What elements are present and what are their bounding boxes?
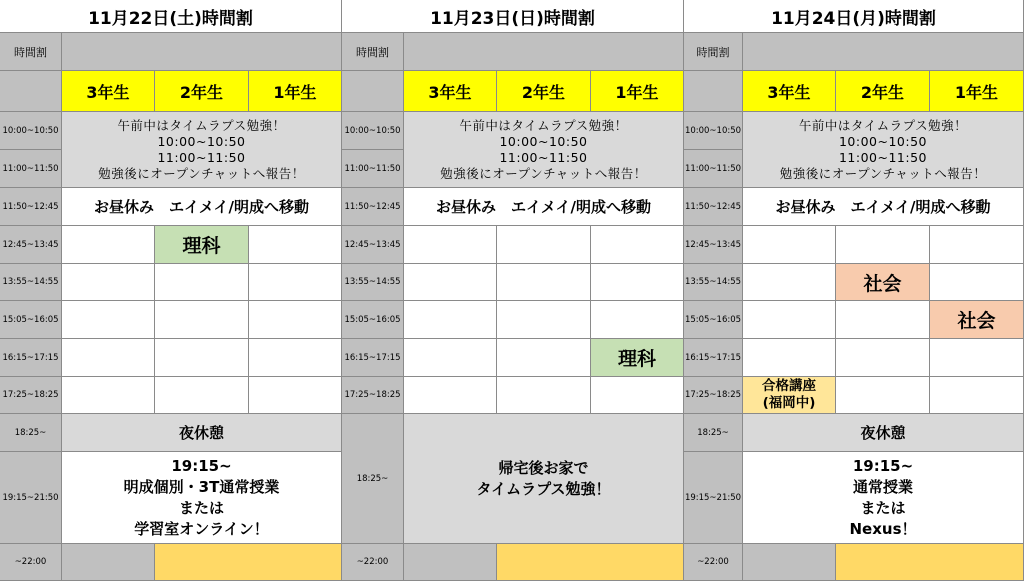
empty-slot [743, 226, 836, 264]
time-slot: ~22:00 [684, 544, 743, 581]
empty-slot [62, 377, 155, 414]
empty-slot [836, 301, 930, 339]
lunch-notice: お昼休み エイメイ/明成へ移動 [743, 188, 1024, 226]
time-slot: ~22:00 [0, 544, 62, 581]
time-slot: 15:05~16:05 [684, 301, 743, 339]
empty-slot [249, 377, 342, 414]
empty-slot [743, 264, 836, 301]
empty-slot [930, 226, 1024, 264]
grade-2: 2年生 [836, 71, 930, 112]
footer-highlight [836, 544, 1024, 581]
class-special-course: 合格講座 (福岡中) [743, 377, 836, 414]
day-schedule-1 [0, 0, 342, 581]
grade-3: 3年生 [743, 71, 836, 112]
day-schedule-3 [684, 0, 1024, 581]
empty-slot [743, 339, 836, 377]
empty-slot [836, 226, 930, 264]
time-slot: 11:50~12:45 [0, 188, 62, 226]
empty-slot [155, 301, 249, 339]
day-title: 11月24日(月)時間割 [684, 0, 1024, 33]
grade-2: 2年生 [497, 71, 591, 112]
time-slot: 11:50~12:45 [684, 188, 743, 226]
grade-1: 1年生 [930, 71, 1024, 112]
grade-3: 3年生 [404, 71, 497, 112]
time-slot: 11:00~11:50 [684, 150, 743, 188]
time-slot: 11:00~11:50 [0, 150, 62, 188]
evening-break: 夜休憩 [743, 414, 1024, 452]
evening-home-study [404, 414, 684, 544]
empty-slot [249, 339, 342, 377]
time-slot: 16:15~17:15 [342, 339, 404, 377]
time-header: 時間割 [0, 33, 62, 71]
empty-slot [62, 226, 155, 264]
time-blank [342, 71, 404, 112]
empty-slot [497, 377, 591, 414]
empty-slot [930, 339, 1024, 377]
grade-1: 1年生 [591, 71, 684, 112]
empty-slot [62, 301, 155, 339]
time-slot: 15:05~16:05 [0, 301, 62, 339]
empty-slot [155, 339, 249, 377]
empty-slot [404, 301, 497, 339]
evening-break: 夜休憩 [62, 414, 342, 452]
time-slot: 18:25~ [0, 414, 62, 452]
lunch-notice: お昼休み エイメイ/明成へ移動 [62, 188, 342, 226]
morning-notice: 午前中はタイムラプス勉強！ 10:00~10:50 11:00~11:50 勉強後にオープンチャットへ報告！ [404, 112, 684, 188]
class-social: 社会 [930, 301, 1024, 339]
empty-slot [249, 301, 342, 339]
footer-blank [62, 544, 155, 581]
empty-slot [591, 301, 684, 339]
time-slot: 19:15~21:50 [684, 452, 743, 544]
empty-slot [497, 301, 591, 339]
evening-home-study-text: 帰宅後お家で タイムラプス勉強！ [476, 458, 611, 498]
empty-slot [591, 264, 684, 301]
time-slot: 13:55~14:55 [684, 264, 743, 301]
class-social: 社会 [836, 264, 930, 301]
day-title: 11月23日(日)時間割 [342, 0, 684, 33]
evening-class: 19:15~ 明成個別・3T通常授業 または 学習室オンライン！ [62, 452, 342, 544]
time-slot: 12:45~13:45 [684, 226, 743, 264]
empty-slot [155, 264, 249, 301]
empty-slot [404, 226, 497, 264]
footer-highlight [155, 544, 342, 581]
day-schedule-2 [342, 0, 684, 581]
empty-slot [836, 339, 930, 377]
header-blank [743, 33, 1024, 71]
class-science: 理科 [591, 339, 684, 377]
time-slot: 10:00~10:50 [342, 112, 404, 150]
time-slot: ~22:00 [342, 544, 404, 581]
empty-slot [249, 264, 342, 301]
class-science: 理科 [155, 226, 249, 264]
empty-slot [591, 377, 684, 414]
grade-2: 2年生 [155, 71, 249, 112]
time-slot: 11:00~11:50 [342, 150, 404, 188]
empty-slot [404, 377, 497, 414]
empty-slot [62, 339, 155, 377]
lunch-notice: お昼休み エイメイ/明成へ移動 [404, 188, 684, 226]
time-slot: 17:25~18:25 [0, 377, 62, 414]
empty-slot [404, 339, 497, 377]
time-slot: 16:15~17:15 [684, 339, 743, 377]
time-header: 時間割 [342, 33, 404, 71]
empty-slot [930, 377, 1024, 414]
empty-slot [930, 264, 1024, 301]
time-slot: 18:25~ [684, 414, 743, 452]
empty-slot [836, 377, 930, 414]
footer-blank [404, 544, 497, 581]
time-slot: 16:15~17:15 [0, 339, 62, 377]
morning-notice: 午前中はタイムラプス勉強！ 10:00~10:50 11:00~11:50 勉強後にオープンチャットへ報告！ [743, 112, 1024, 188]
empty-slot [591, 226, 684, 264]
empty-slot [249, 226, 342, 264]
header-blank [62, 33, 342, 71]
empty-slot [497, 339, 591, 377]
time-blank [0, 71, 62, 112]
empty-slot [155, 377, 249, 414]
time-slot: 12:45~13:45 [0, 226, 62, 264]
grade-1: 1年生 [249, 71, 342, 112]
time-blank [684, 71, 743, 112]
footer-highlight [497, 544, 684, 581]
empty-slot [743, 301, 836, 339]
evening-class: 19:15~ 通常授業 または Nexus！ [743, 452, 1024, 544]
empty-slot [404, 264, 497, 301]
footer-blank [743, 544, 836, 581]
empty-slot [62, 264, 155, 301]
time-slot: 12:45~13:45 [342, 226, 404, 264]
time-slot: 11:50~12:45 [342, 188, 404, 226]
time-slot: 13:55~14:55 [0, 264, 62, 301]
time-slot: 15:05~16:05 [342, 301, 404, 339]
empty-slot [497, 226, 591, 264]
time-slot: 19:15~21:50 [0, 452, 62, 544]
time-slot: 10:00~10:50 [0, 112, 62, 150]
morning-notice: 午前中はタイムラプス勉強！ 10:00~10:50 11:00~11:50 勉強後にオープンチャットへ報告！ [62, 112, 342, 188]
time-header: 時間割 [684, 33, 743, 71]
header-blank [404, 33, 684, 71]
time-slot: 17:25~18:25 [684, 377, 743, 414]
day-title: 11月22日(土)時間割 [0, 0, 342, 33]
time-slot: 10:00~10:50 [684, 112, 743, 150]
time-slot: 13:55~14:55 [342, 264, 404, 301]
grade-3: 3年生 [62, 71, 155, 112]
empty-slot [497, 264, 591, 301]
time-slot: 17:25~18:25 [342, 377, 404, 414]
time-slot: 18:25~ [342, 414, 404, 544]
